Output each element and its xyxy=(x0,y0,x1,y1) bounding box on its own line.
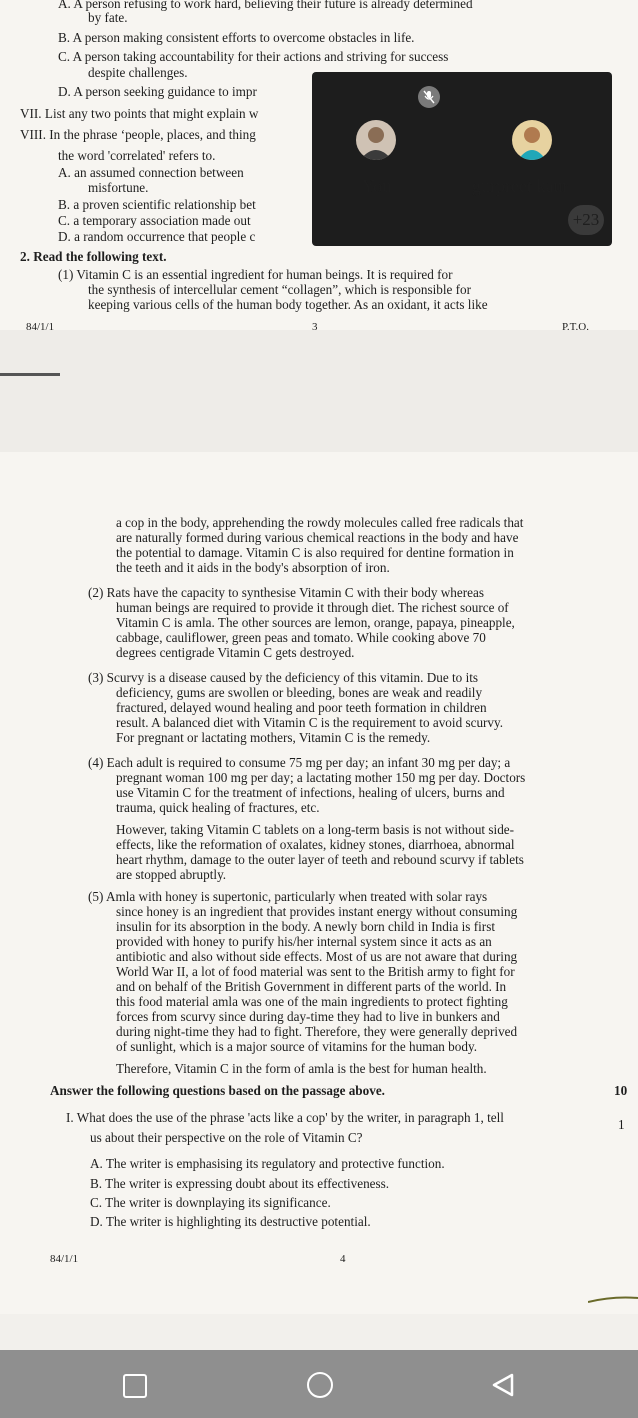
text-line: keeping various cells of the human body together. As an oxidant, it acts like xyxy=(88,297,488,312)
text-line: the teeth and it aids in the body's absorption of iron. xyxy=(116,560,390,575)
text-line: the synthesis of intercellular cement “collagen”, which is responsible for xyxy=(88,282,472,297)
question-1-line-2: us about their perspective on the role of Vitamin C? xyxy=(90,1130,363,1145)
text-line: heart rhythm, damage to the outer layer of teeth and rebound scurvy if tablets xyxy=(116,852,524,867)
text-line: degrees centigrade Vitamin C gets destroyed. xyxy=(116,645,355,660)
video-call-overlay[interactable] xyxy=(312,72,612,246)
text-line: the potential to damage. Vitamin C is also required for dentine formation in xyxy=(116,545,514,560)
text-line: pregnant woman 100 mg per day; a lactating mother 150 mg per day. Doctors xyxy=(116,770,526,785)
text-line: human beings are required to provide it through diet. The richest source of xyxy=(116,600,509,615)
text-line: (1) Vitamin C is an essential ingredient for human beings. It is required for xyxy=(58,267,453,282)
avatar-participant xyxy=(512,120,552,160)
text-line: effects, like the reformation of oxalates, kidney stones, diarrhoea, abnormal xyxy=(116,837,515,852)
text-line: For pregnant or lactating mothers, Vitamin C is the remedy. xyxy=(116,730,431,745)
text-line: are naturally formed during various chemical reactions in the body and have xyxy=(116,530,519,545)
text-line: A. A person refusing to work hard, believing their future is already determined xyxy=(58,0,473,11)
text-line: result. A balanced diet with Vitamin C is the requirement to avoid scurvy. xyxy=(116,715,504,730)
answer-heading: Answer the following questions based on the passage above. xyxy=(50,1083,385,1098)
text-line: trauma, quick healing of fractures, etc. xyxy=(116,800,320,815)
scan-edge-mark xyxy=(0,372,60,378)
text-line: deficiency, gums are swollen or bleeding, bones are weak and readily xyxy=(116,685,483,700)
text-line: (4) Each adult is required to consume 75 mg per day; an infant 30 mg per day; a xyxy=(88,755,511,770)
text-line: by fate. xyxy=(88,10,128,25)
text-line: However, taking Vitamin C tablets on a long-term basis is not without side- xyxy=(116,822,515,837)
avatar-you xyxy=(356,120,396,160)
text-line: 2. Read the following text. xyxy=(20,249,167,264)
text-line: B. A person making consistent efforts to overcome obstacles in life. xyxy=(58,30,415,45)
text-line: fractured, delayed wound healing and poor teeth formation in children xyxy=(116,700,487,715)
page-gap xyxy=(0,330,638,452)
page-3-number: 3 xyxy=(312,321,318,333)
text-line: (2) Rats have the capacity to synthesise Vitamin C with their body whereas xyxy=(88,585,484,600)
text-line: the word 'correlated' refers to. xyxy=(58,148,216,163)
text-line: cabbage, cauliflower, green peas and tomato. While cooking above 70 xyxy=(116,630,486,645)
question-1-line-1: I. What does the use of the phrase 'acts like a cop' by the writer, in paragraph 1, tell xyxy=(66,1110,504,1125)
text-line: D. A person seeking guidance to impr xyxy=(58,84,257,99)
text-line: VII. List any two points that might explain w xyxy=(20,106,259,121)
text-line: misfortune. xyxy=(88,180,149,195)
page-4-number: 4 xyxy=(340,1253,346,1265)
text-line: and on behalf of the British Government in different parts of the world. In xyxy=(116,979,507,994)
text-line: (5) Amla with honey is supertonic, particularly when treated with solar rays xyxy=(88,889,488,904)
text-line: B. a proven scientific relationship bet xyxy=(58,197,256,212)
page-3-code: 84/1/1 xyxy=(26,321,55,333)
text-line: Vitamin C is amla. The other sources are lemon, orange, papaya, pineapple, xyxy=(116,615,515,630)
pto-label: P.T.O. xyxy=(562,321,589,333)
answer-marks: 10 xyxy=(614,1083,628,1098)
text-line: insulin for its absorption in the body. A newly born child in India is first xyxy=(116,919,495,934)
text-line: during night-time they had to fight. Therefore, they were generally deprived xyxy=(116,1024,518,1039)
text-line: this food material amla was one of the main ingredients to protect fighting xyxy=(116,994,508,1009)
text-line: D. a random occurrence that people c xyxy=(58,229,256,244)
recent-apps-icon[interactable] xyxy=(123,1374,147,1398)
text-line: use Vitamin C for the treatment of infections, healing of ulcers, burns and xyxy=(116,785,505,800)
home-icon[interactable] xyxy=(307,1372,333,1398)
back-icon[interactable] xyxy=(490,1372,516,1398)
text-line: forces from scurvy since during day-time they had to live in bunkers and xyxy=(116,1009,500,1024)
page-4-code: 84/1/1 xyxy=(50,1253,79,1265)
text-line: Therefore, Vitamin C in the form of amla is the best for human health. xyxy=(116,1061,487,1076)
text-line: a cop in the body, apprehending the rowdy molecules called free radicals that xyxy=(116,515,524,530)
option-a: A. The writer is emphasising its regulatory and protective function. xyxy=(90,1156,445,1171)
mic-off-icon[interactable] xyxy=(418,86,440,108)
text-line: despite challenges. xyxy=(88,65,188,80)
text-line: of sunlight, which is a major source of vitamins for the human body. xyxy=(116,1039,478,1054)
scan-edge-mark-2 xyxy=(588,1296,638,1304)
text-line: A. an assumed connection between xyxy=(58,165,244,180)
text-line: since honey is an ingredient that provides instant energy without consuming xyxy=(116,904,518,919)
option-d: D. The writer is highlighting its destructive potential. xyxy=(90,1214,371,1229)
more-participants-badge[interactable]: +23 xyxy=(568,205,604,235)
participant-name: gurpreet kaur xyxy=(472,176,569,196)
text-line: C. a temporary association made out xyxy=(58,213,251,228)
text-line: C. A person taking accountability for their actions and striving for success xyxy=(58,49,449,64)
text-line: provided with honey to purify his/her internal system since it acts as an xyxy=(116,934,492,949)
you-label: You xyxy=(362,176,392,196)
text-line: World War II, a lot of food material was sent to the British army to fight for xyxy=(116,964,515,979)
text-line: antibiotic and also without side effects. Most of us are not aware that during xyxy=(116,949,518,964)
text-line: (3) Scurvy is a disease caused by the deficiency of this vitamin. Due to its xyxy=(88,670,479,685)
option-b: B. The writer is expressing doubt about its effectiveness. xyxy=(90,1176,390,1191)
question-1-mark: 1 xyxy=(618,1117,625,1132)
option-c: C. The writer is downplaying its significance. xyxy=(90,1195,331,1210)
text-line: are stopped abruptly. xyxy=(116,867,227,882)
text-line: VIII. In the phrase ‘people, places, and thing xyxy=(20,127,256,142)
